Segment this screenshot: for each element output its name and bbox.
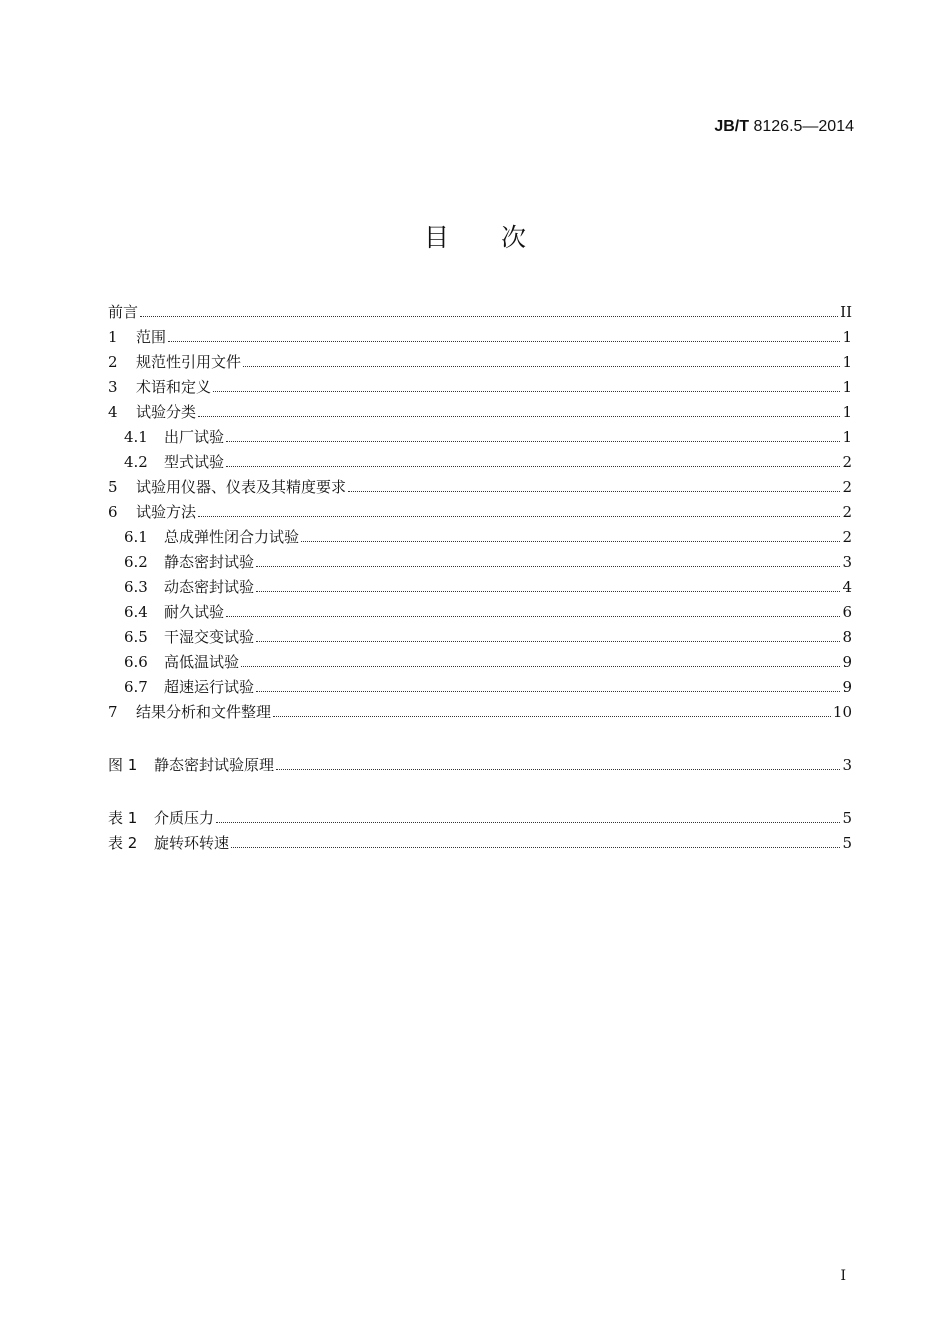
table-number: 表 2 xyxy=(108,834,138,852)
toc-number: 4.2 xyxy=(124,453,148,471)
standard-code: 8126.5—2014 xyxy=(753,118,854,135)
toc-label: 高低温试验 xyxy=(164,653,240,671)
dot-leader xyxy=(273,716,831,717)
toc-entry-6-4[interactable] xyxy=(108,596,852,621)
toc-page-number: 3 xyxy=(842,756,852,774)
toc-entry-3[interactable] xyxy=(108,371,852,396)
dot-leader xyxy=(198,416,840,417)
toc-number: 6.7 xyxy=(124,678,148,696)
toc-page-number: 1 xyxy=(842,403,852,421)
toc-page-number: 9 xyxy=(842,678,852,696)
dot-leader xyxy=(256,591,840,592)
toc-figure-1[interactable] xyxy=(108,749,852,774)
toc-table-1[interactable] xyxy=(108,802,852,827)
toc-entry-6[interactable] xyxy=(108,496,852,521)
toc-entry-4-2[interactable] xyxy=(108,446,852,471)
toc-entry-2[interactable] xyxy=(108,346,852,371)
dot-leader xyxy=(276,769,840,770)
toc-entry-6-5[interactable] xyxy=(108,621,852,646)
standard-number-header xyxy=(714,118,854,136)
toc-label: 试验用仪器、仪表及其精度要求 xyxy=(136,478,347,496)
toc-number: 6 xyxy=(108,503,118,521)
toc-entry-7[interactable] xyxy=(108,696,852,721)
toc-label: 超速运行试验 xyxy=(164,678,255,696)
page-title: 目次 xyxy=(423,223,578,252)
dot-leader xyxy=(198,516,840,517)
toc-label: 耐久试验 xyxy=(164,603,225,621)
toc-page-number: 2 xyxy=(842,453,852,471)
figure-label: 静态密封试验原理 xyxy=(154,756,275,774)
dot-leader xyxy=(226,441,840,442)
toc-page-number: 1 xyxy=(842,428,852,446)
toc-entry-6-6[interactable] xyxy=(108,646,852,671)
toc-label: 范围 xyxy=(136,328,167,346)
toc-label: 出厂试验 xyxy=(164,428,225,446)
toc-page-number: 1 xyxy=(842,378,852,396)
dot-leader xyxy=(231,847,840,848)
toc-page-number: 1 xyxy=(842,353,852,371)
toc-number: 6.6 xyxy=(124,653,148,671)
toc-label: 动态密封试验 xyxy=(164,578,255,596)
table-of-contents xyxy=(108,296,852,852)
page-folio: I xyxy=(840,1268,846,1284)
toc-label: 前言 xyxy=(108,303,139,321)
toc-page-number: 9 xyxy=(842,653,852,671)
toc-number: 6.3 xyxy=(124,578,148,596)
toc-label: 干湿交变试验 xyxy=(164,628,255,646)
dot-leader xyxy=(140,316,838,317)
figure-number: 图 1 xyxy=(108,756,138,774)
table-label: 介质压力 xyxy=(154,809,215,827)
toc-entry-6-3[interactable] xyxy=(108,571,852,596)
dot-leader xyxy=(213,391,840,392)
toc-page-number: 4 xyxy=(842,578,852,596)
toc-label: 结果分析和文件整理 xyxy=(136,703,272,721)
toc-page-number: II xyxy=(840,303,852,321)
toc-page-number: 10 xyxy=(832,703,852,721)
toc-page-number: 2 xyxy=(842,503,852,521)
toc-page-number: 5 xyxy=(842,809,852,827)
dot-leader xyxy=(243,366,840,367)
toc-label: 型式试验 xyxy=(164,453,225,471)
toc-page-number: 5 xyxy=(842,834,852,852)
toc-label: 试验分类 xyxy=(136,403,197,421)
toc-label: 规范性引用文件 xyxy=(136,353,242,371)
toc-label: 静态密封试验 xyxy=(164,553,255,571)
toc-number: 6.2 xyxy=(124,553,148,571)
toc-page-number: 2 xyxy=(842,478,852,496)
toc-page-number: 6 xyxy=(842,603,852,621)
table-number: 表 1 xyxy=(108,809,138,827)
dot-leader xyxy=(241,666,840,667)
toc-number: 2 xyxy=(108,353,118,371)
toc-page-number: 1 xyxy=(842,328,852,346)
toc-number: 1 xyxy=(108,328,118,346)
toc-number: 4.1 xyxy=(124,428,148,446)
toc-number: 7 xyxy=(108,703,118,721)
toc-page-number: 8 xyxy=(842,628,852,646)
dot-leader xyxy=(301,541,840,542)
toc-label: 试验方法 xyxy=(136,503,197,521)
toc-page-number: 2 xyxy=(842,528,852,546)
toc-number: 6.1 xyxy=(124,528,148,546)
toc-entry-1[interactable] xyxy=(108,321,852,346)
dot-leader xyxy=(348,491,840,492)
toc-entry-4-1[interactable] xyxy=(108,421,852,446)
toc-number: 5 xyxy=(108,478,118,496)
toc-entry-6-2[interactable] xyxy=(108,546,852,571)
toc-entry-foreword[interactable] xyxy=(108,296,852,321)
dot-leader xyxy=(216,822,840,823)
toc-label: 术语和定义 xyxy=(136,378,212,396)
toc-entry-6-7[interactable] xyxy=(108,671,852,696)
dot-leader xyxy=(256,566,840,567)
toc-number: 4 xyxy=(108,403,118,421)
toc-table-2[interactable] xyxy=(108,827,852,852)
dot-leader xyxy=(256,691,840,692)
dot-leader xyxy=(226,466,840,467)
table-label: 旋转环转速 xyxy=(154,834,230,852)
toc-entry-4[interactable] xyxy=(108,396,852,421)
toc-number: 6.4 xyxy=(124,603,148,621)
standard-prefix: JB/T xyxy=(714,118,750,135)
dot-leader xyxy=(256,641,840,642)
dot-leader xyxy=(168,341,840,342)
toc-entry-6-1[interactable] xyxy=(108,521,852,546)
toc-number: 6.5 xyxy=(124,628,148,646)
toc-entry-5[interactable] xyxy=(108,471,852,496)
toc-number: 3 xyxy=(108,378,118,396)
toc-page-number: 3 xyxy=(842,553,852,571)
toc-label: 总成弹性闭合力试验 xyxy=(164,528,300,546)
dot-leader xyxy=(226,616,840,617)
